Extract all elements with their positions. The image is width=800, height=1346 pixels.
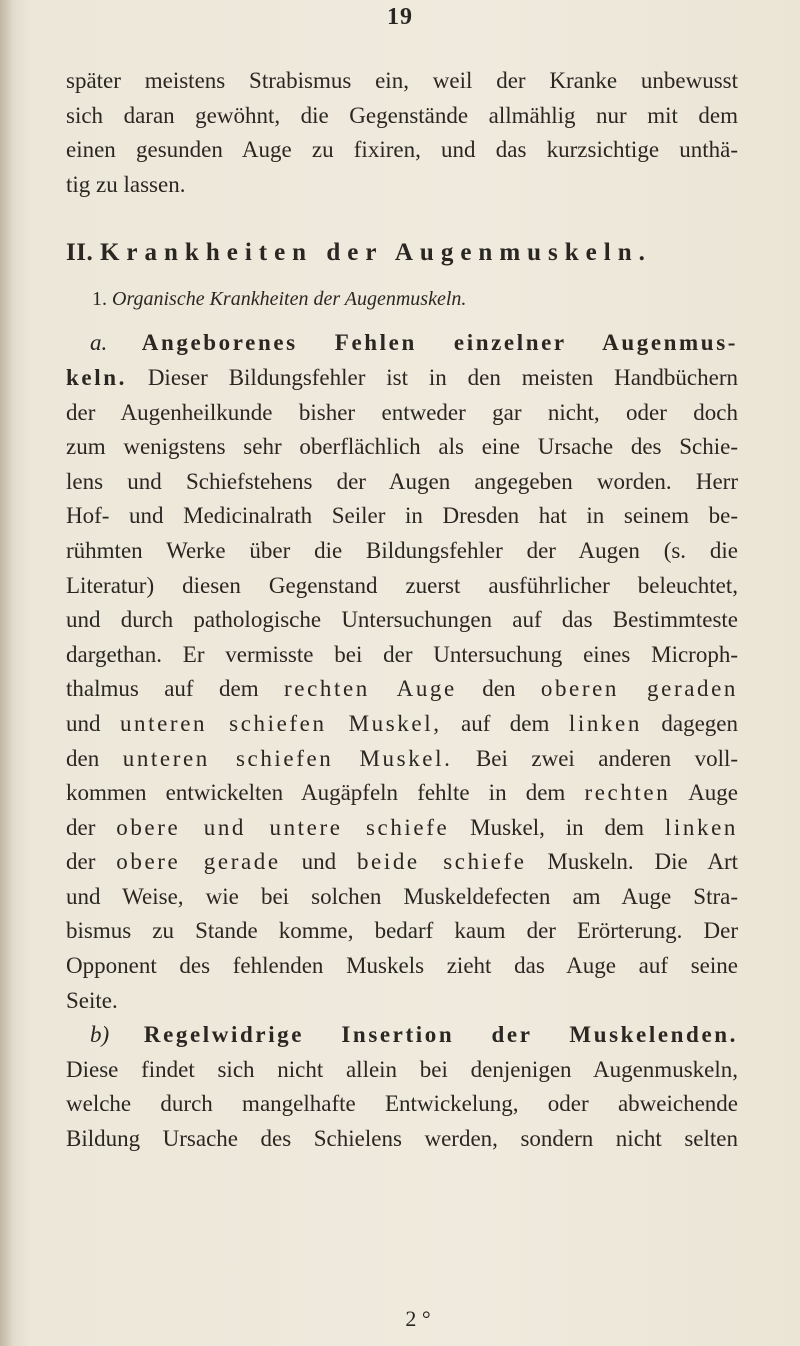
text-run: Bei zwei anderen voll-: [475, 745, 739, 771]
subheading-number: 1.: [92, 288, 107, 311]
text-run: und: [66, 710, 101, 736]
text-line: Bildung Ursache des Schielens werden, sondern nicht selten: [66, 1126, 738, 1152]
paragraph-title-line: [66, 1018, 738, 1053]
text-line: [66, 811, 738, 846]
item-marker-b: b): [90, 1022, 110, 1048]
text-run: der: [66, 814, 96, 840]
emphasis-run: beide schiefe: [356, 849, 527, 875]
page-gutter-shadow: [0, 0, 14, 1346]
text-line: lens und Schiefstehens der Augen angegeben worden. Herr: [66, 468, 738, 494]
subsection-heading: [66, 282, 738, 322]
emphasis-run: unteren schiefen Muskel,: [119, 710, 442, 736]
text-line-content: Dieser Bildungsfehler ist in den meisten Handbüchern: [147, 364, 738, 390]
section-heading: [66, 236, 738, 276]
emphasis-run: unteren schiefen Muskel.: [122, 745, 453, 771]
text-line: [66, 672, 738, 707]
text-run: den: [66, 745, 100, 771]
text-run: den: [482, 676, 516, 702]
page-number: 19: [387, 4, 413, 30]
text-line: und Weise, wie bei solchen Muskeldefecten am Auge Stra-: [66, 883, 738, 909]
item-marker-a: a.: [90, 330, 108, 356]
text-run: auf dem: [461, 710, 550, 736]
text-line: der Augenheilkunde bisher entweder gar nicht, oder doch: [66, 399, 738, 425]
text-line: später meistens Strabismus ein, weil der Kranke unbewusst: [66, 68, 738, 93]
text-line: dargethan. Er vermisste bei der Untersuchung eines Microph-: [66, 641, 738, 667]
page-body: [66, 64, 738, 1157]
text-line: [66, 776, 738, 811]
text-line: Opponent des fehlenden Muskels zieht das Auge auf seine: [66, 953, 738, 979]
text-run: der: [66, 849, 96, 875]
emphasis-run: linken: [568, 710, 642, 736]
emphasis-run: rechten: [584, 780, 671, 806]
paragraph-title: Regelwidrige Insertion der Muskelenden.: [143, 1022, 739, 1048]
text-line: tig zu lassen.: [66, 171, 186, 197]
text-line: und durch pathologische Untersuchungen auf das Bestimmteste: [66, 607, 738, 633]
text-line: Hof- und Medicinalrath Seiler in Dresden hat in seinem be-: [66, 503, 738, 529]
text-run: Muskel, in dem: [470, 814, 645, 840]
emphasis-run: oberen geraden: [540, 676, 739, 702]
text-line: zum wenigstens sehr oberflächlich als eine Ursache des Schie-: [66, 434, 738, 460]
text-line: Seite.: [66, 987, 118, 1013]
emphasis-run: linken: [664, 814, 739, 840]
emphasis-run: rechten Auge: [284, 676, 457, 702]
heading-numeral: II.: [66, 239, 94, 267]
text-line: [66, 707, 738, 742]
text-line: Diese findet sich nicht allein bei denjenigen Augenmuskeln,: [66, 1056, 738, 1082]
text-run: kommen entwickelten Augäpfeln fehlte in dem: [66, 780, 566, 806]
text-run: thalmus auf dem: [66, 676, 259, 702]
paragraph-title: Angeborenes Fehlen einzelner Augenmus-: [141, 330, 739, 356]
text-run: Auge: [688, 780, 739, 806]
text-line: Literatur) diesen Gegenstand zuerst ausführlicher beleuchtet,: [66, 572, 738, 598]
text-run: dagegen: [661, 710, 739, 736]
text-line: [66, 361, 738, 396]
paragraph-title-cont: keln.: [66, 364, 127, 390]
text-line: [66, 742, 738, 777]
text-line: sich daran gewöhnt, die Gegenstände allmählig nur mit dem: [66, 102, 738, 128]
text-line: welche durch mangelhafte Entwickelung, oder abweichende: [66, 1091, 738, 1117]
text-line: rühmten Werke über die Bildungsfehler der Augen (s. die: [66, 537, 738, 563]
subheading-text: Organische Krankheiten der Augenmuskeln.: [112, 288, 467, 311]
emphasis-run: obere und untere schiefe: [116, 814, 450, 840]
text-run: Muskeln. Die Art: [547, 849, 739, 875]
heading-text: Krankheiten der Augenmuskeln.: [99, 239, 652, 267]
text-line: einen gesunden Auge zu fixiren, und das kurzsichtige unthä-: [66, 137, 738, 163]
signature-mark: 2 °: [405, 1306, 431, 1331]
emphasis-run: obere gerade: [116, 849, 281, 875]
text-run: und: [301, 849, 337, 875]
text-line: bismus zu Stande komme, bedarf kaum der Erörterung. Der: [66, 918, 738, 944]
paragraph-title-line: [66, 326, 738, 361]
text-line: [66, 845, 738, 880]
